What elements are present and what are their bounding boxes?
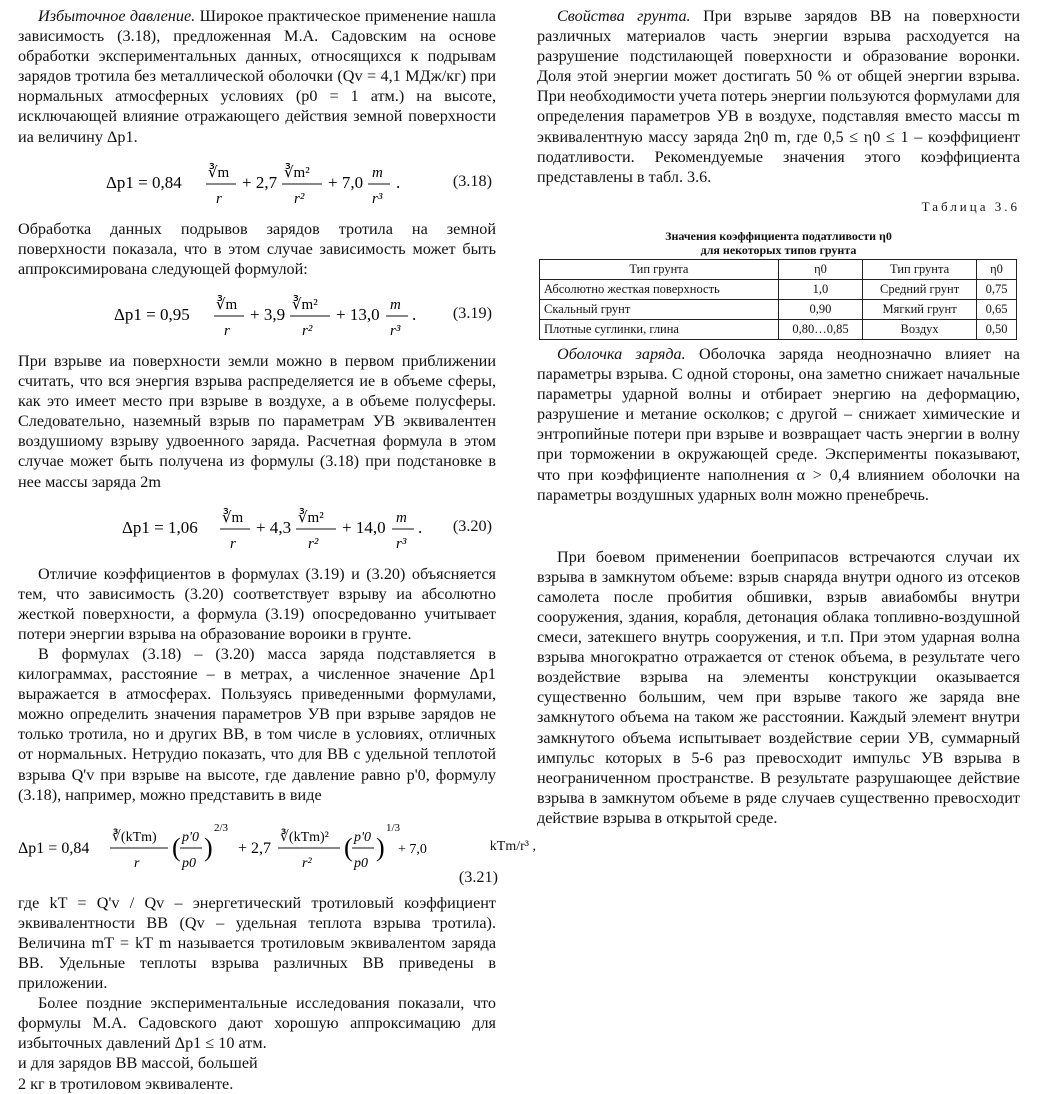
- svg-text:∛(kTm)²: ∛(kTm)²: [280, 829, 329, 845]
- svg-text:Δp1 = 0,95: Δp1 = 0,95: [114, 304, 190, 324]
- svg-text:): ): [204, 832, 213, 862]
- table-cell: Плотные суглинки, глина: [540, 319, 779, 339]
- svg-text:∛m²: ∛m²: [298, 509, 324, 526]
- table-cell: Мягкий грунт: [863, 299, 977, 319]
- svg-text:p0: p0: [354, 855, 368, 871]
- svg-text:p'0: p'0: [182, 829, 199, 845]
- table-cell: 1,0: [778, 279, 862, 299]
- svg-text:+ 13,0: + 13,0: [336, 304, 380, 324]
- svg-text:Δp1 = 0,84: Δp1 = 0,84: [106, 172, 182, 192]
- svg-text:(: (: [344, 832, 353, 862]
- svg-text:+ 7,0: + 7,0: [328, 172, 364, 192]
- equation-3-21: [18, 811, 536, 887]
- table-row: [540, 299, 1017, 319]
- paragraph-mass-condition: и для зарядов ВВ массой, большей: [18, 1054, 258, 1073]
- equation-number: (3.21): [458, 867, 498, 886]
- svg-text:+ 14,0: + 14,0: [342, 517, 386, 537]
- table-cell: 0,80…0,85: [778, 319, 862, 339]
- equation-number: (3.19): [452, 303, 492, 322]
- svg-text:m: m: [390, 296, 401, 313]
- formula-svg: [18, 153, 438, 213]
- svg-text:.: .: [412, 304, 417, 324]
- svg-text:∛m: ∛m: [208, 164, 230, 181]
- equation-number: (3.20): [452, 516, 492, 535]
- svg-text:p0: p0: [182, 855, 196, 871]
- svg-text:.: .: [396, 172, 401, 192]
- svg-text:r²: r²: [302, 322, 313, 339]
- svg-text:.: .: [418, 517, 423, 537]
- table-cell: Воздух: [863, 319, 977, 339]
- svg-text:r²: r²: [308, 535, 319, 552]
- svg-text:∛m: ∛m: [216, 296, 238, 313]
- svg-text:p'0: p'0: [354, 829, 371, 845]
- svg-text:+ 7,0: + 7,0: [398, 841, 427, 857]
- svg-text:+ 3,9: + 3,9: [250, 304, 286, 324]
- table-header: η0: [977, 259, 1017, 279]
- paragraph-units: В формулах (3.18) – (3.20) масса заряда подставляется в килограммах, расстояние – в метрах, а численное значение Δp1 выражается в атмосферах. Пользуясь приведенными формулами, можно определить значения параметров УВ при взрыве зарядов не только тротила, но и других ВВ, в том числе в условиях, отличных от нормальных. Нетрудио показать, что для ВВ с удельной теплотой взрыва Q'v при взрыве на высоте, где давление равно p'0, формулу (3.18), например, можно представить в виде: [18, 644, 496, 804]
- paragraph-tnt-equivalent: 2 кг в тротиловом эквиваленте.: [18, 1074, 234, 1093]
- svg-text:∛m: ∛m: [222, 509, 244, 526]
- table-row: [540, 279, 1017, 299]
- svg-text:r: r: [216, 190, 222, 207]
- svg-text:∛(kTm): ∛(kTm): [112, 829, 157, 845]
- svg-text:1/3: 1/3: [386, 821, 401, 834]
- formula-svg: [18, 498, 438, 558]
- table-cell: 0,75: [977, 279, 1017, 299]
- paragraph-surface-blast: При взрыве иа поверхности земли можно в первом приближении считать, что вся энергия взрыва распределяется ие в объеме сферы, как это имеет место при взрыве в воздухе, а в объеме полусферы. Следовательно, наземный взрыв по параметрам УВ эквивалентен воздушиому взрыву удвоенного заряда. Расчетная формула в этом случае может быть получена из формулы (3.18) при подстановке в нее массы заряда 2m: [18, 351, 496, 491]
- paragraph-coefficients: Отличие коэффициентов в формулах (3.19) и (3.20) объясняется тем, что зависимость (3.20) соответствует взрыву иа абсолютно жесткой поверхности, а формула (3.19) опосредованно учитывает потери энергии взрыва на образование вороики в грунте.: [18, 564, 496, 643]
- paragraph-confined-blast: При боевом применении боеприпасов встречаются случаи их взрыва в замкнутом объеме: взрыв снаряда внутри одного из отсеков самолета после пробития обшивки, взрыв авиабомбы внутри сооружения, здания, корабля, детонация облака топливно-воздушной смеси, затекшего внутрь сооружения, и т.п. При этом ударная волна взрыва многократно отражается от стенок объема, в результате чего воздействие взрыва на элементы конструкции оказывается существенно большим, чем при взрыве такого же заряда вне замкнутого объема на таком же расстоянии. Каждый элемент внутри замкнутого объема испытывает воздействие серии УВ, суммарный импульс которых в 5-6 раз превосходит импульс УВ взрыва в неограниченном пространстве. В результате разрушающее действие взрыва в замкнутом объеме в ряде случаев существенно превосходит действие взрыва в открытой среде.: [537, 547, 1020, 827]
- svg-text:m: m: [396, 509, 407, 526]
- table-header: η0: [778, 259, 862, 279]
- table-cell: Средний грунт: [863, 279, 977, 299]
- table-cell: Абсолютно жесткая поверхность: [540, 279, 779, 299]
- svg-text:r³: r³: [372, 190, 383, 207]
- svg-text:Δp1 = 1,06: Δp1 = 1,06: [122, 517, 198, 537]
- paragraph-kt-definition: где kT = Q'v / Qv – энергетический тротиловый коэффициент эквивалентности ВВ (Qv – удельная теплота взрыва тротила). Величина mT = kT m называется тротиловым эквивалентом заряда ВВ. Удельные теплоты взрыва различных ВВ приведены в приложении.: [18, 893, 496, 993]
- svg-text:+ 2,7: + 2,7: [242, 172, 278, 192]
- compliance-table: [539, 259, 1017, 340]
- formula-svg: [18, 285, 438, 345]
- equation-term-3: kTm/r³ ,: [489, 838, 536, 854]
- heading-charge-casing: Оболочка заряда.: [557, 344, 686, 363]
- paragraph-soil-properties: Свойства грунта. При взрыве зарядов ВВ на поверхности различных материалов часть энергии взрыва расходуется на разрушение подстилающей поверхности и образование воронки. Доля этой энергии может достигать 50 % от общей энергии взрыва. При необходимости учета потерь энергии пользуются формулами для определения параметров УВ в воздухе, подставляя вместо массы m эквивалентную массу заряда 2η0 m, где 0,5 ≤ η0 ≤ 1 – коэффициент податливости. Рекомендуемые значения этого коэффициента представлены в табл. 3.6.: [537, 7, 1020, 186]
- paragraph-later-research: Более поздние экспериментальные исследования показали, что формулы М.А. Садовского дают хорошую аппроксимацию для избыточных давлений Δp1 ≤ 10 атм.: [18, 994, 496, 1053]
- equation-3-20: [18, 498, 496, 558]
- svg-text:r³: r³: [396, 535, 407, 552]
- paragraph-charge-casing: Оболочка заряда. Оболочка заряда неоднозначно влияет на параметры взрыва. С одной стороны, она заметно снижает начальные параметры ударной волны и отбирает энергию на деформацию, разрушение и метание осколков; с другой – снижает химические и энтропийные потери при взрыве и возвращает часть энергии в волну при торможении в окружающей среде. Эксперименты показывают, что при коэффициенте наполнения α > 0,4 влиянием оболочки на параметры воздушных ударных волн можно пренебречь.: [537, 344, 1020, 504]
- svg-text:r²: r²: [302, 855, 312, 871]
- table-label: Таблица 3.6: [921, 198, 1020, 214]
- svg-text:2/3: 2/3: [214, 821, 229, 834]
- svg-text:r³: r³: [390, 322, 401, 339]
- table-cell: 0,90: [778, 299, 862, 319]
- spacer: [537, 505, 1020, 547]
- left-column: [18, 6, 536, 1094]
- right-column: [537, 6, 1020, 828]
- svg-text:r: r: [230, 535, 236, 552]
- svg-text:∛m²: ∛m²: [292, 296, 318, 313]
- table-cell: 0,65: [977, 299, 1017, 319]
- svg-text:r: r: [224, 322, 230, 339]
- table-header: Тип грунта: [540, 259, 779, 279]
- table-row: [540, 319, 1017, 339]
- svg-text:r: r: [134, 855, 140, 871]
- heading-overpressure: Избыточное давление.: [38, 7, 196, 25]
- paragraph-ground-blast: Обработка данных подрывов зарядов тротила на земной поверхности показала, что в этом случае зависимость может быть аппроксимирована следующей формулой:: [18, 219, 496, 278]
- paragraph-overpressure: Избыточное давление. Широкое практическое применение нашла зависимость (3.18), предложенная М.А. Садовским на основе обработки экспериментальных данных, относящихся к подрывам зарядов тротила без металлической оболочки (Qv = 4,1 МДж/кг) при нормальных атмосферных условиях (p0 = 1 атм.) на высоте, исключающей влияние отражающего действия земной поверхности иа величину Δp1.: [18, 7, 496, 146]
- equation-3-19: [18, 285, 496, 345]
- svg-text:+ 2,7: + 2,7: [238, 839, 272, 857]
- svg-text:m: m: [372, 164, 383, 181]
- equation-number: (3.18): [452, 171, 492, 190]
- table-header: Тип грунта: [863, 259, 977, 279]
- formula-svg: [18, 811, 458, 887]
- heading-soil-properties: Свойства грунта.: [557, 7, 691, 25]
- equation-3-18: [18, 153, 496, 213]
- svg-text:+ 4,3: + 4,3: [256, 517, 292, 537]
- table-cell: 0,50: [977, 319, 1017, 339]
- svg-text:(: (: [172, 832, 181, 862]
- table-header-row: [540, 259, 1017, 279]
- svg-text:r²: r²: [294, 190, 305, 207]
- svg-text:): ): [376, 832, 385, 862]
- svg-text:∛m²: ∛m²: [284, 164, 310, 181]
- svg-text:Δp1 = 0,84: Δp1 = 0,84: [18, 839, 90, 857]
- table-cell: Скальный грунт: [540, 299, 779, 319]
- table-title: Значения коэффициента податливости η0 для некоторых типов грунта: [665, 228, 892, 257]
